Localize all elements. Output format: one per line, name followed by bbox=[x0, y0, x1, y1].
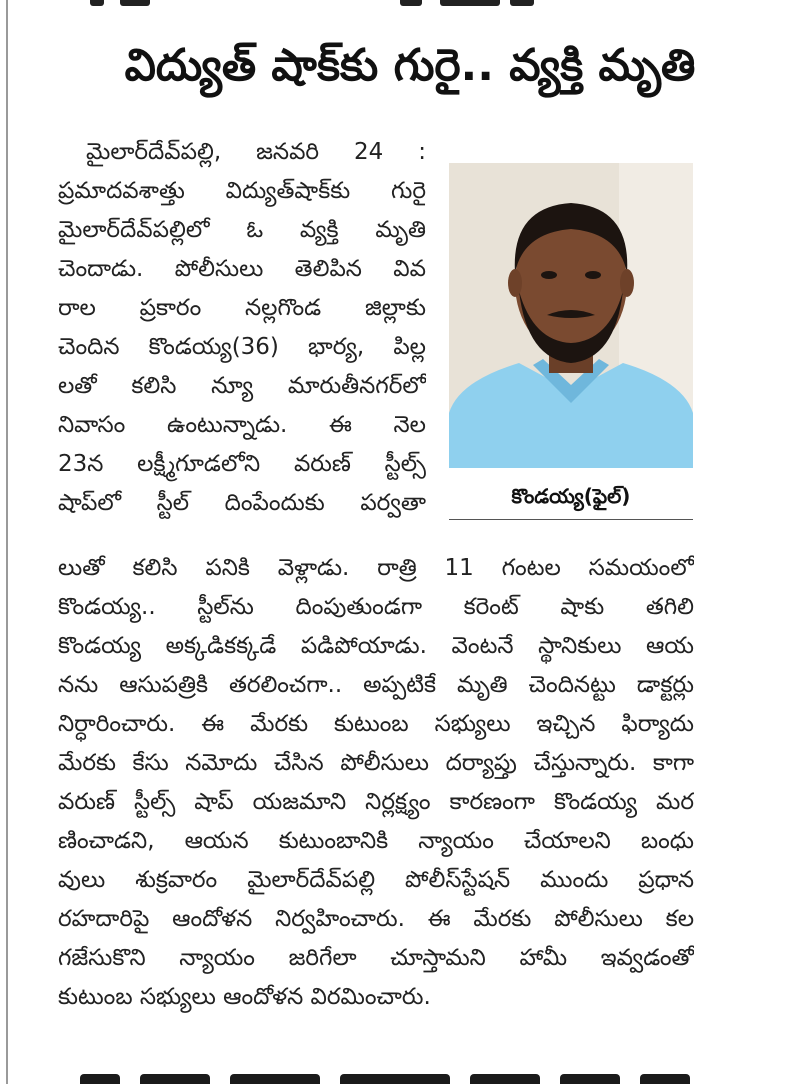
body-line: రహదారిపై ఆందోళన నిర్వహించారు. ఈ మేరకు పోలీసులు కల bbox=[58, 906, 694, 932]
body-line: కుటుంబ సభ్యులు ఆందోళన విరమించారు. bbox=[58, 984, 431, 1010]
victim-photo bbox=[449, 163, 693, 468]
body-line: వరుణ్ స్టీల్స్ షాప్ యజమాని నిర్లక్ష్యం కారణంగా కొండయ్య మర bbox=[58, 789, 694, 815]
body-line: మైలార్‌దేవ్‌పల్లి, జనవరి 24 : bbox=[86, 139, 426, 165]
body-line: కొండయ్య అక్కడికక్కడే పడిపోయాడు. వెంటనే స్థానికులు ఆయ bbox=[58, 633, 694, 659]
portrait-illustration bbox=[449, 163, 693, 468]
body-line: గజేసుకొని న్యాయం జరిగేలా చూస్తామని హామీ ఇవ్వడంతో bbox=[58, 945, 694, 971]
body-line: వులు శుక్రవారం మైలార్‌దేవ్‌పల్లి పోలీస్‌స్టేషన్ ముందు ప్రధాన bbox=[58, 867, 694, 893]
body-line: చెందిన కొండయ్య(36) భార్య, పిల్ల bbox=[58, 334, 426, 360]
body-line: నను ఆసుపత్రికి తరలించగా.. అప్పటికే మృతి చెందినట్టు డాక్టర్లు bbox=[58, 672, 694, 698]
article-body-column bbox=[58, 133, 426, 523]
next-article-cutoff bbox=[80, 1074, 720, 1084]
body-line: లతో కలిసి న్యూ మారుతీనగర్‌లో bbox=[58, 373, 426, 399]
body-line: లుతో కలిసి పనికి వెళ్లాడు. రాత్రి 11 గంటల సమయంలో bbox=[58, 555, 694, 581]
right-ear bbox=[620, 269, 634, 297]
body-line: చెందాడు. పోలీసులు తెలిపిన వివ bbox=[58, 256, 426, 282]
body-line: కొండయ్య.. స్టీల్‌ను దింపుతుండగా కరెంట్ షాకు తగిలి bbox=[58, 594, 694, 620]
article-headline: విద్యుత్ షాక్‌కు గురై.. వ్యక్తి మృతి bbox=[124, 40, 696, 91]
body-line: 23న లక్ష్మీగూడలోని వరుణ్ స్టీల్స్ bbox=[58, 451, 426, 477]
body-line: నిర్ధారించారు. ఈ మేరకు కుటుంబ సభ్యులు ఇచ్చిన ఫిర్యాదు bbox=[58, 711, 694, 737]
left-eye bbox=[541, 271, 557, 279]
body-line: ప్రమాదవశాత్తు విద్యుత్‌షాక్‌కు గురై bbox=[58, 178, 426, 204]
caption-divider bbox=[449, 519, 693, 520]
left-ear bbox=[508, 269, 522, 297]
body-line: నివాసం ఉంటున్నాడు. ఈ నెల bbox=[58, 412, 426, 438]
body-line: ణించాడని, ఆయన కుటుంబానికి న్యాయం చేయాలని బంధు bbox=[58, 828, 694, 854]
body-line: రాల ప్రకారం నల్లగొండ జిల్లాకు bbox=[58, 295, 426, 321]
body-line: షాప్‌లో స్టీల్ దింపేందుకు పర్వతా bbox=[58, 490, 426, 516]
body-line: మేరకు కేసు నమోదు చేసిన పోలీసులు దర్యాప్తు చేస్తున్నారు. కాగా bbox=[58, 750, 694, 776]
previous-article-cutoff bbox=[10, 0, 800, 14]
right-eye bbox=[585, 271, 601, 279]
body-line: మైలార్‌దేవ్‌పల్లిలో ఓ వ్యక్తి మృతి bbox=[58, 217, 426, 243]
photo-caption: కొండయ్య(ఫైల్) bbox=[511, 484, 631, 508]
column-rule bbox=[6, 0, 8, 1084]
article-body-full bbox=[58, 549, 694, 1017]
